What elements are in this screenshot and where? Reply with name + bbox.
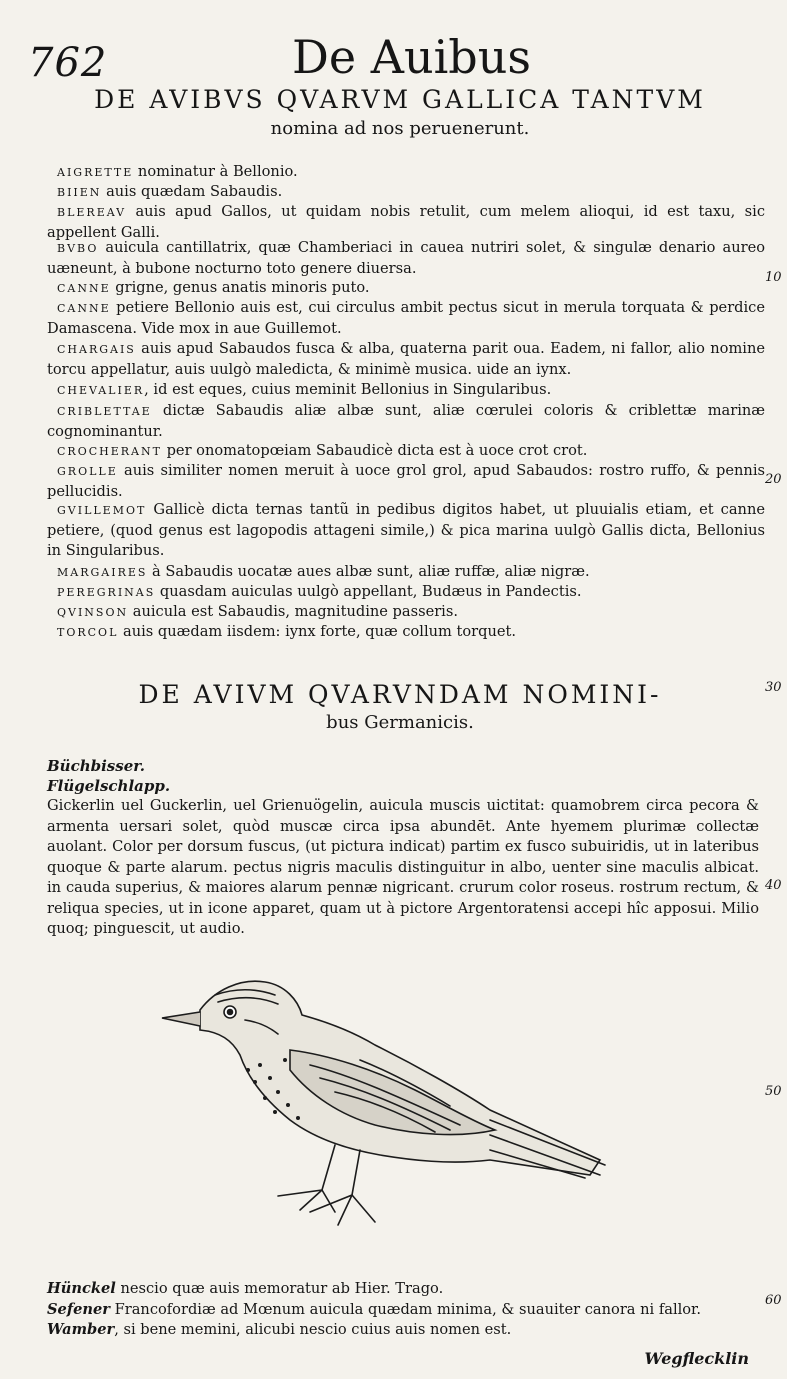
margin-line-number: 60 xyxy=(765,1293,782,1308)
entry-lemma: GROLLE xyxy=(57,465,118,478)
margin-line-number: 40 xyxy=(765,878,782,893)
margin-line-number: 20 xyxy=(765,472,782,487)
page-number: 762 xyxy=(28,40,108,86)
entry-text: nescio quæ auis memoratur ab Hier. Trago. xyxy=(115,1280,444,1297)
entry-sefener xyxy=(47,1301,701,1318)
section-title-gallic: DE AVIBVS QVARVM GALLICA TANTVM xyxy=(94,85,706,114)
entry-text: grigne, genus anatis minoris puto. xyxy=(110,279,370,296)
entry-margaires xyxy=(47,562,765,583)
entry-biien xyxy=(47,182,765,203)
entry-text: à Sabaudis uocatæ aues albæ sunt, aliæ ruffæ, aliæ nigræ. xyxy=(147,563,590,580)
entry-lemma: CROCHERANT xyxy=(57,445,162,458)
section-subtitle-german: bus Germanicis. xyxy=(326,712,474,733)
german-name-buchbisser: Büchbisser. xyxy=(47,757,145,775)
entry-blereav xyxy=(47,202,765,243)
german-name: Sefener xyxy=(47,1301,110,1318)
margin-line-number: 30 xyxy=(765,680,782,695)
entry-qvinson xyxy=(47,602,765,623)
entry-text: , si bene memini, alicubi nescio cuius auis nomen est. xyxy=(114,1321,512,1338)
entry-text: auis quædam iisdem: iynx forte, quæ collum torquet. xyxy=(118,623,516,640)
entry-lemma: CANNE xyxy=(57,282,111,295)
entry-text: auicula cantillatrix, quæ Chamberiaci in cauea nutriri solet, & singulæ denario aureo uæneunt, à bubone nocturno toto genere diuersa. xyxy=(47,239,765,277)
entry-text: auis apud Sabaudos fusca & alba, quaterna parit oua. Eadem, ni fallor, alio nomine torcu appellatur, auis uulgò maledicta, & minimè musica. uide an iynx. xyxy=(47,340,765,378)
german-name-flugelschlapp: Flügelschlapp. xyxy=(47,777,171,795)
entry-bvbo xyxy=(47,238,765,279)
entry-torcol xyxy=(47,622,765,643)
entry-text: Francofordiæ ad Mœnum auicula quædam minima, & suauiter canora ni fallor. xyxy=(109,1301,702,1318)
entry-gvillemot xyxy=(47,500,765,561)
entry-chargais xyxy=(47,339,765,380)
bird-woodcut-illustration xyxy=(160,960,610,1230)
entry-text: nominatur à Bellonio. xyxy=(133,163,298,180)
entry-lemma: PEREGRINAS xyxy=(57,586,156,599)
entry-lemma: BIIEN xyxy=(57,186,102,199)
entry-lemma: GVILLEMOT xyxy=(57,504,147,517)
entry-lemma: CANNE xyxy=(57,302,111,315)
entry-text: auis quædam Sabaudis. xyxy=(101,183,283,200)
entry-lemma: BVBO xyxy=(57,242,99,255)
section-subtitle-gallic: nomina ad nos peruenerunt. xyxy=(270,118,530,139)
entry-text: petiere Bellonio auis est, cui circulus ambit pectus sicut in merula torquata & perdice Damascena. Vide mox in aue Guillemot. xyxy=(47,299,765,337)
entry-text: quasdam auiculas uulgò appellant, Budæus in Pandectis. xyxy=(155,583,582,600)
entry-lemma: CHARGAIS xyxy=(57,343,136,356)
entry-lemma: CRIBLETTAE xyxy=(57,405,152,418)
entry-hunckel xyxy=(47,1280,443,1297)
german-name: Hünckel xyxy=(47,1280,116,1297)
german-name: Wamber xyxy=(47,1321,115,1338)
entry-text: Gallicè dicta ternas tantũ in pedibus digitos habet, ut pluuialis etiam, et canne petiere, (quod genus est lagopodis attageni simile,) & pica marina uulgò Gallis dicta, Bellonius in Singularibus. xyxy=(47,501,765,559)
entry-text: auis apud Gallos, ut quidam nobis retulit, cum melem alioqui, id est taxu, sic appellent Galli. xyxy=(47,203,765,241)
entry-text: , id est eques, cuius meminit Bellonius in Singularibus. xyxy=(144,381,552,398)
entry-lemma: CHEVALIER xyxy=(57,384,145,397)
entry-wamber xyxy=(47,1321,511,1338)
entry-lemma: TORCOL xyxy=(57,626,119,639)
entry-lemma: MARGAIRES xyxy=(57,566,148,579)
entry-canne-grigne xyxy=(47,278,765,299)
catchword: Wegflecklin xyxy=(644,1349,749,1368)
running-title: De Auibus xyxy=(292,30,531,84)
section-title-german: DE AVIVM QVARVNDAM NOMINI- xyxy=(138,680,662,709)
entry-peregrinas xyxy=(47,582,765,603)
entry-text: auis similiter nomen meruit à uoce grol grol, apud Sabaudos: rostro ruffo, & pennis pellucidis. xyxy=(47,462,765,500)
entry-lemma: QVINSON xyxy=(57,606,129,619)
entry-text: auicula est Sabaudis, magnitudine passeris. xyxy=(128,603,458,620)
margin-line-number: 10 xyxy=(765,270,782,285)
margin-line-number: 50 xyxy=(765,1084,782,1099)
entry-crocherant xyxy=(47,441,765,462)
entry-lemma: BLEREAV xyxy=(57,206,127,219)
entry-criblettae xyxy=(47,401,765,442)
entry-aigrette xyxy=(47,162,765,183)
entry-grolle xyxy=(47,461,765,502)
gickerlin-paragraph: Gickerlin uel Guckerlin, uel Grienuögelin, auicula muscis uictitat: quamobrem circa pecora & armenta uersari solet, quòd muscæ circa ipsa abundēt. Ante hyemem plurimæ collectæ auolant. Color per dorsum fuscus, (ut pictura indicat) partim ex fusco subuiridis, ut in lateribus quoque & parte alarum. pectus nigris maculis distinguitur in albo, uenter sine maculis albicat. in cauda superius, & maiores alarum pennæ nigricant. crurum color roseus. rostrum rectum, & reliqua species, ut in icone apparet, quam ut à pictore Argentoratensi accepi hîc apposui. Milio quoq; pinguescit, ut audio. xyxy=(47,797,759,937)
entry-canne-petiere xyxy=(47,298,765,339)
entry-text: dictæ Sabaudis aliæ albæ sunt, aliæ cœrulei coloris & criblettæ marinæ cognominantur. xyxy=(47,402,765,440)
entry-text: per onomatopœiam Sabaudicè dicta est à uoce crot crot. xyxy=(161,442,588,459)
entry-lemma: AIGRETTE xyxy=(57,166,134,179)
entry-chevalier xyxy=(47,380,765,401)
